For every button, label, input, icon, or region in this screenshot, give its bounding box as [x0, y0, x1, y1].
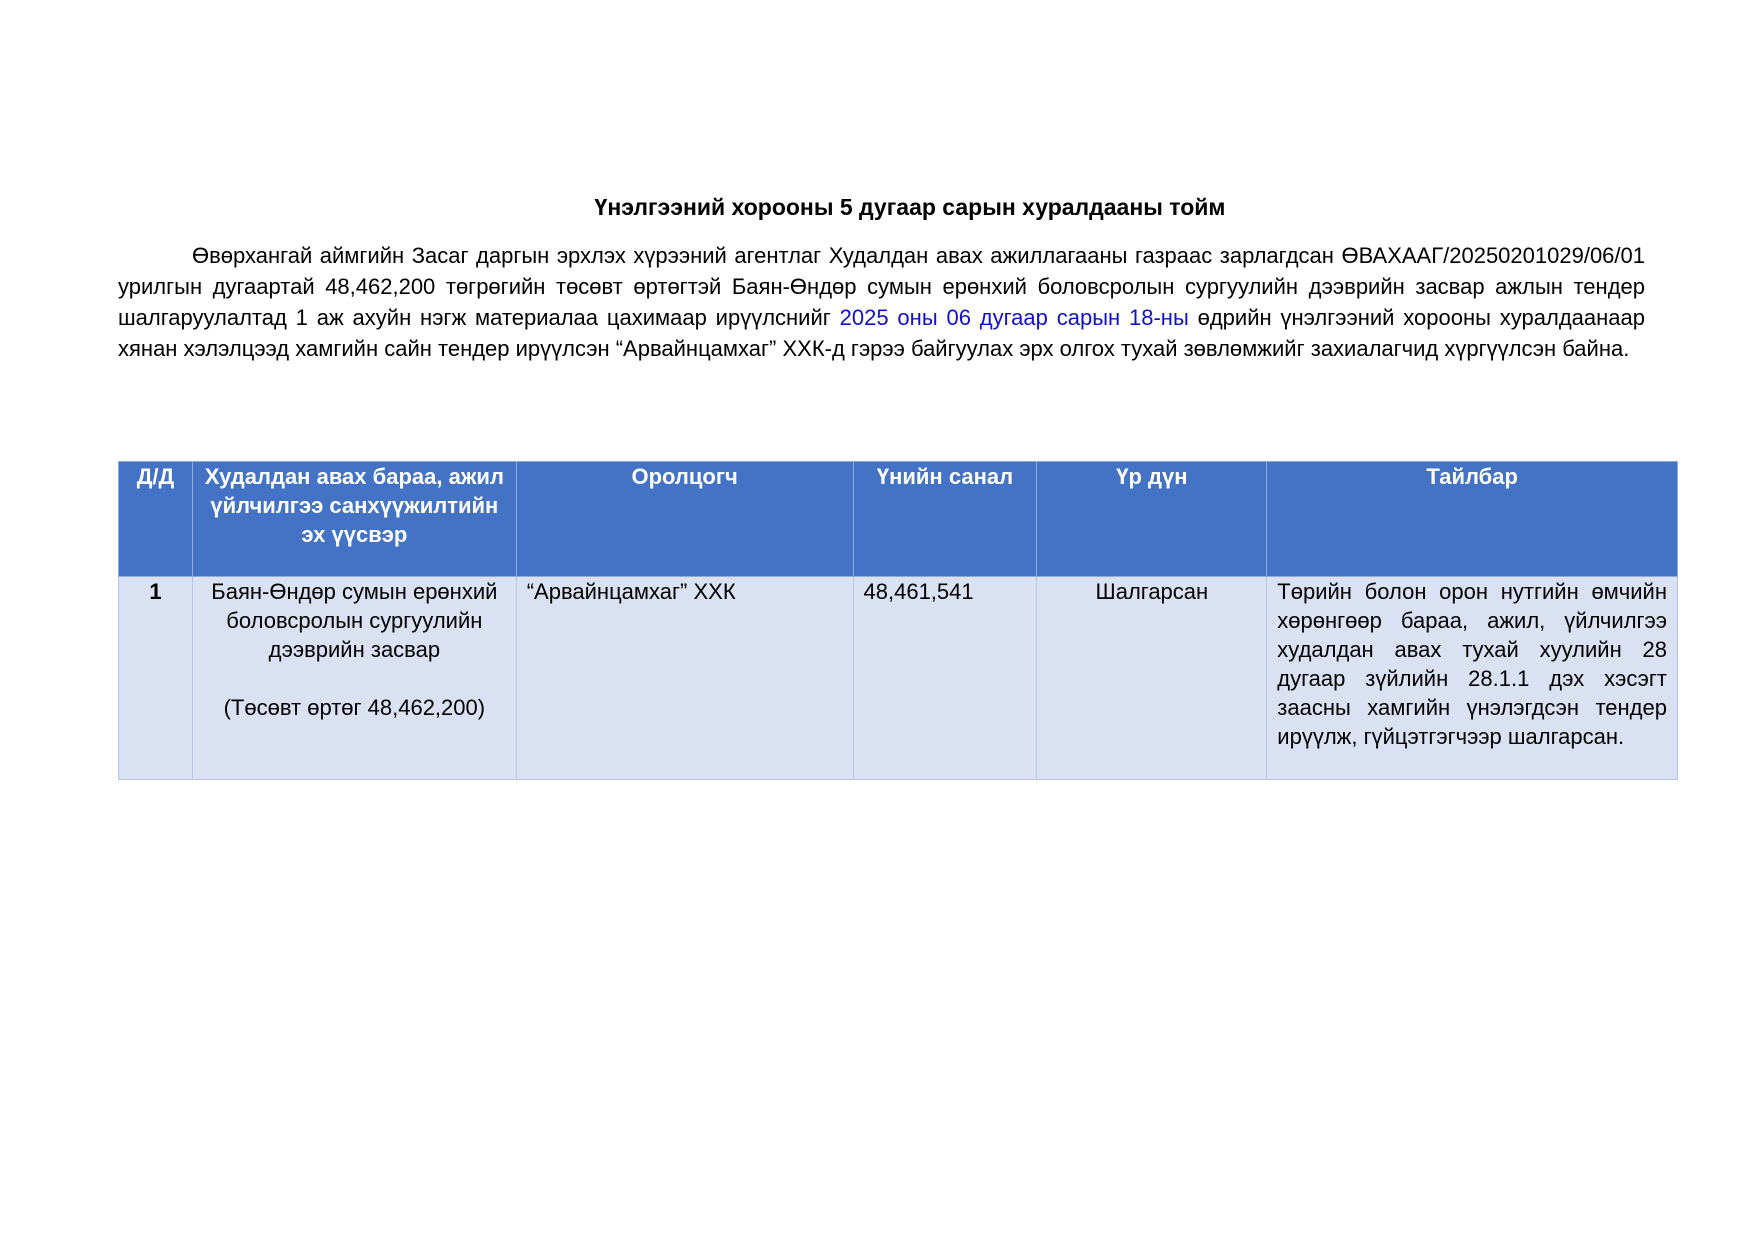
cell-participant: “Арвайнцамхаг” ХХК — [516, 577, 853, 780]
header-result: Үр дүн — [1037, 462, 1267, 577]
tender-results-table — [118, 461, 1678, 780]
header-number: Д/Д — [119, 462, 193, 577]
header-price: Үнийн санал — [853, 462, 1037, 577]
item-budget: (Төсөвт өртөг 48,462,200) — [223, 695, 486, 720]
table-row — [119, 577, 1678, 780]
item-name: Баян-Өндөр сумын ерөнхий боловсролын сургуулийн дээврийн засвар — [211, 579, 498, 662]
cell-price: 48,461,541 — [853, 577, 1037, 780]
document-title: Үнэлгээний хорооны 5 дугаар сарын хуралдааны тойм — [594, 194, 1226, 220]
summary-paragraph — [118, 240, 1645, 364]
paragraph-text: Өвөрхангай аймгийн Засаг даргын эрхлэх хүрээний агентлаг Худалдан авах ажиллагааны газраас зарлагдсан ӨВАХААГ/20250201029/06/01 урилгын дугаартай 48,462,200 төгрөгийн төсөвт өртөгтэй Баян-Өндөр сумын ерөнхий боловсролын сургуулийн дээврийн засвар ажлын тендер шалгаруулалтад 1 аж ахуйн нэгж материалаа цахимаар ирүүлснийг — [118, 243, 1645, 330]
cell-note: Төрийн болон орон нутгийн өмчийн хөрөнгөөр бараа, ажил, үйлчилгээ худалдан авах тухай хуулийн 28 дугаар зүйлийн 28.1.1 дэх хэсэгт заасны хамгийн үнэлэгдсэн тендер ирүүлж, гүйцэтгэгчээр шалгарсан. — [1267, 577, 1678, 780]
paragraph-text-end: өдрийн үнэлгээний хорооны хуралдаанаар хянан хэлэлцээд хамгийн сайн тендер ирүүлсэн “Арвайнцамхаг” ХХК-д гэрээ байгуулах эрх олгох тухай зөвлөмжийг захиалагчид хүргүүлсэн байна. — [118, 305, 1645, 361]
meeting-date: 2025 оны 06 дугаар сарын 18-ны — [839, 305, 1189, 330]
header-participant: Оролцогч — [516, 462, 853, 577]
cell-number: 1 — [119, 577, 193, 780]
cell-item — [192, 577, 516, 780]
table-header-row — [119, 462, 1678, 577]
cell-result: Шалгарсан — [1037, 577, 1267, 780]
header-item: Худалдан авах бараа, ажил үйлчилгээ санхүүжилтийн эх үүсвэр — [192, 462, 516, 577]
header-note: Тайлбар — [1267, 462, 1678, 577]
